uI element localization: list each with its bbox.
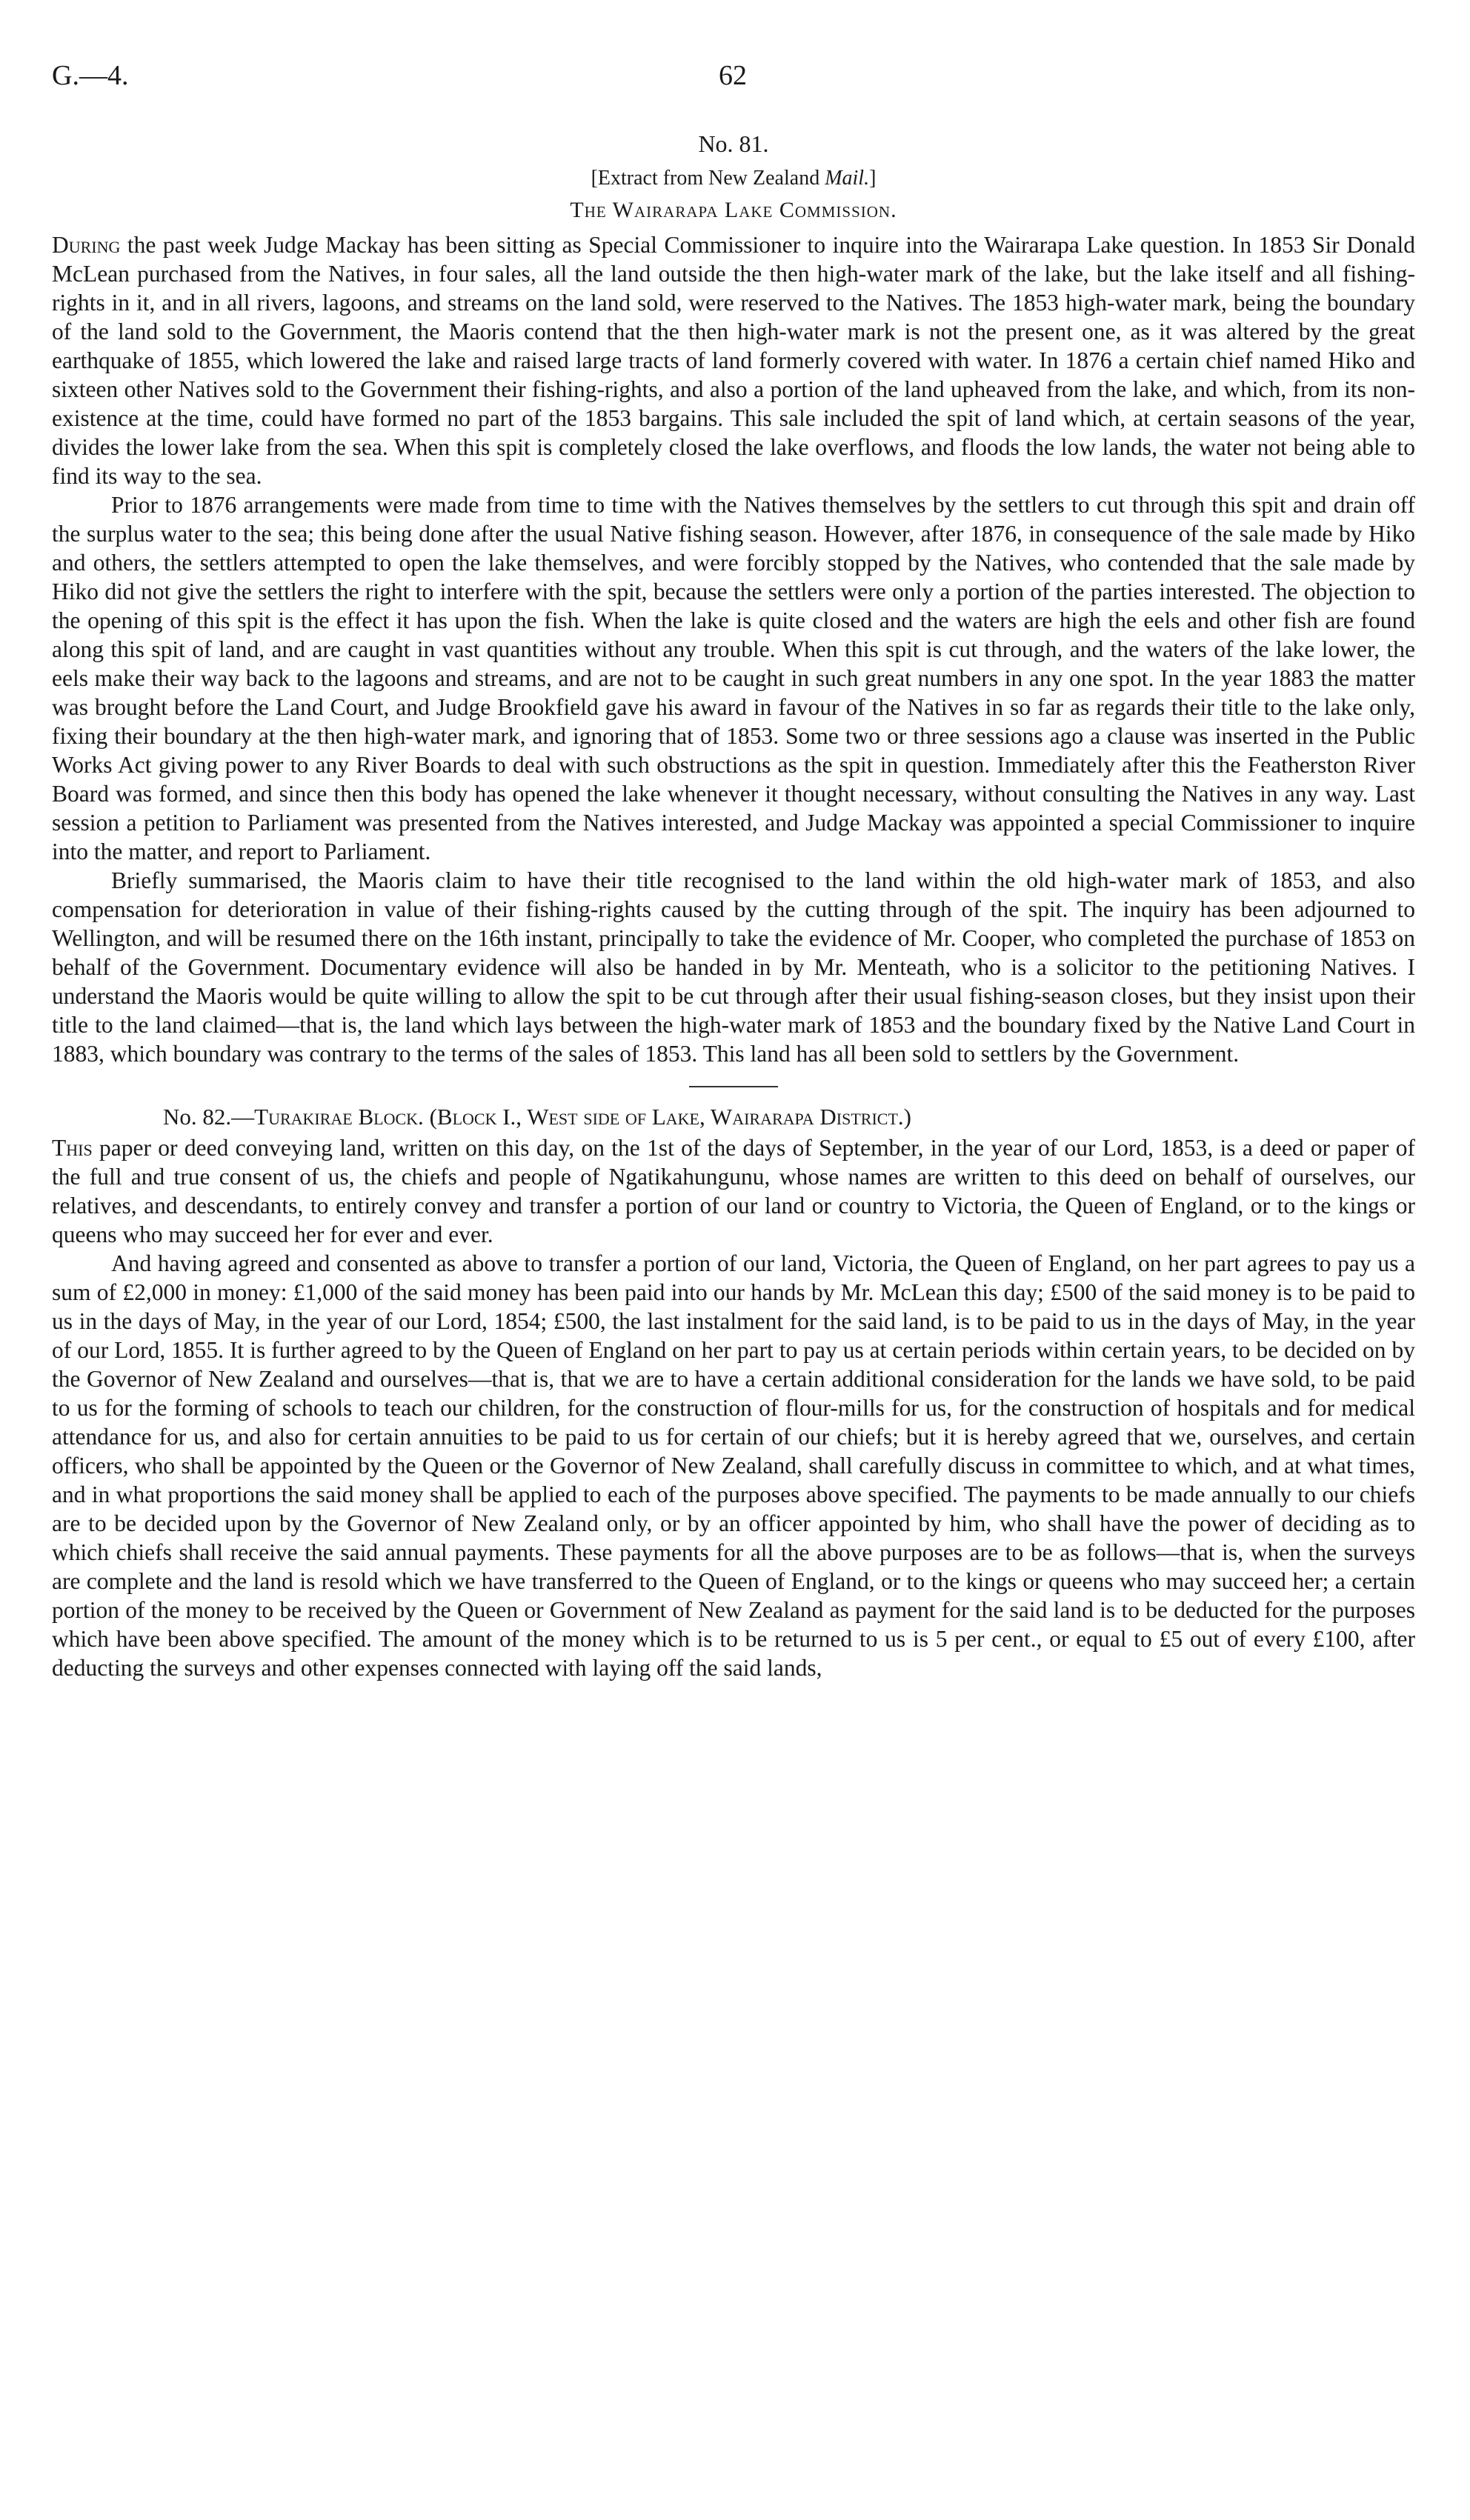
paragraph	[52, 1133, 1415, 1249]
page-number: 62	[719, 60, 747, 91]
page-header	[52, 59, 1415, 104]
document-page	[52, 59, 1415, 1682]
block-heading-location: (Block I., West side of Lake, Wairarapa District.)	[423, 1104, 911, 1130]
paragraph: And having agreed and consented as above to transfer a portion of our land, Victoria, the Queen of England, on her part agrees to pay us a sum of £2,000 in money: £1,000 of the said money has been paid into our hands by Mr. McLean this day; £500 of the said money is to be paid to us in the days of May, in the year of our Lord, 1854; £500, the last instalment for the said land, is to be paid to us in the days of May, in the year of our Lord, 1855. It is further agreed to by the Queen of England on her part to pay us at certain periods within certain years, to be decided on by the Governor of New Zealand and ourselves—that is, that we are to have a certain additional consideration for the lands we have sold, to be paid to us for the forming of schools to teach our children, for the construction of flour-mills for us, for the construction of hospitals and for medical attendance for us, and also for certain annuities to be paid to us for certain of our chiefs; but it is hereby agreed that we, ourselves, and certain officers, who shall be appointed by the Queen or the Governor of New Zealand, shall carefully discuss in committee to which, and at what times, and in what proportions the said money shall be applied to each of the purposes above specified. The payments to be made annually to our chiefs are to be decided upon by the Governor of New Zealand only, or by an officer appointed by him, who shall have the power of deciding as to which chiefs shall receive the said annual payments. These payments for all the above purposes are to be as follows—that is, when the surveys are complete and the land is resold which we have transferred to the Queen of England, or to the kings or queens who may succeed her; a certain portion of the money to be received by the Queen or Government of New Zealand as payment for the said land is to be deducted for the purposes which have been above specified. The amount of the money which is to be returned to us is 5 per cent., or equal to £5 out of every £100, after deducting the surveys and other expenses connected with laying off the said lands,	[52, 1250, 1415, 1681]
paragraph-text: paper or deed conveying land, written on this day, on the 1st of the days of September, in the year of our Lord, 1853, is a deed or paper of the full and true consent of us, the chiefs and people of Ngatikahungunu, whose names are written to this deed on behalf of ourselves, our relatives, and descendants, to entirely convey and transfer a portion of our land or country to Victoria, the Queen of England, or to the kings or queens who may succeed her for ever and ever.	[52, 1135, 1415, 1247]
paragraph: Prior to 1876 arrangements were made from time to time with the Natives themselves by the settlers to cut through this spit and drain off the surplus water to the sea; this being done after the usual Native fishing season. However, after 1876, in consequence of the sale made by Hiko and others, the settlers attempted to open the lake themselves, and were forcibly stopped by the Natives, who contended that the sale made by Hiko did not give the settlers the right to interfere with the spit, because the settlers were only a portion of the parties interested. The objection to the opening of this spit is the effect it has upon the fish. When the lake is quite closed and the waters are high the eels and other fish are found along this spit of land, and are caught in vast quantities without any trouble. When this spit is cut through, and the waters of the lake lower, the eels make their way back to the lagoons and streams, and are not to be caught in such great numbers in any one spot. In the year 1883 the matter was brought before the Land Court, and Judge Brookfield gave his award in favour of the Natives in so far as regards their title to the lake only, fixing their boundary at the then high-water mark, and ignoring that of 1853. Some two or three sessions ago a clause was inserted in the Public Works Act giving power to any River Boards to deal with such obstructions as the spit in question. Immediately after this the Featherston River Board was formed, and since then this body has opened the lake whenever it thought necessary, without consulting the Natives in any way. Last session a petition to Parliament was presented from the Natives interested, and Judge Mackay was appointed a special Commissioner to inquire into the matter, and report to Parliament.	[52, 492, 1415, 864]
article-title: The Wairarapa Lake Commission.	[570, 198, 897, 222]
series-number: G.—4.	[52, 60, 129, 91]
block-heading	[163, 1104, 1415, 1130]
section-divider	[689, 1086, 778, 1087]
block-heading-name: Turakirae Block.	[254, 1104, 424, 1130]
document-82	[52, 1104, 1415, 1682]
paragraph	[52, 230, 1415, 490]
document-81	[52, 130, 1415, 1068]
paragraph: Briefly summarised, the Maoris claim to have their title recognised to the land within the old high-water mark of 1853, and also compensation for deterioration in value of their fishing-rights caused by the cutting through of the spit. The inquiry has been adjourned to Wellington, and will be resumed there on the 16th instant, principally to take the evidence of Mr. Cooper, who completed the purchase of 1853 on behalf of the Government. Documentary evidence will also be handed in by Mr. Menteath, who is a solicitor to the petitioning Natives. I understand the Maoris would be quite willing to allow the spit to be cut through after their usual fishing-season closes, but they insist upon their title to the land claimed—that is, the land which lays between the high-water mark of 1853 and the boundary fixed by the Native Land Court in 1883, which boundary was contrary to the terms of the sales of 1853. This land has all been sold to settlers by the Government.	[52, 867, 1415, 1067]
source-line	[52, 167, 1415, 190]
document-number: No. 81.	[698, 130, 769, 157]
paragraph-lead-word: During	[52, 232, 121, 258]
paragraph-text: the past week Judge Mackay has been sitting as Special Commissioner to inquire into the Wairarapa Lake question. In 1853 Sir Donald McLean purchased from the Natives, in four sales, all the land outside the then high-water mark of the lake, but the lake itself and all fishing-rights in it, and in all rivers, lagoons, and streams on the land sold, were reserved to the Natives. The 1853 high-water mark, being the boundary of the land sold to the Government, the Maoris contend that the then high-water mark is not the present one, as it was altered by the great earthquake of 1855, which lowered the lake and raised large tracts of land formerly covered with water. In 1876 a certain chief named Hiko and sixteen other Natives sold to the Government their fishing-rights, and also a portion of the land upheaved from the lake, and which, from its non-existence at the time, could have formed no part of the 1853 bargains. This sale included the spit of land which, at certain seasons of the year, divides the lower lake from the sea. When this spit is completely closed the lake overflows, and floods the low lands, the water not being able to find its way to the sea.	[52, 232, 1415, 489]
source-suffix: ]	[869, 167, 877, 190]
source-prefix: [Extract from New Zealand	[591, 167, 825, 190]
paragraph-lead-word: This	[52, 1135, 93, 1161]
source-italic: Mail.	[825, 167, 870, 190]
block-heading-number: No. 82.—	[163, 1104, 255, 1130]
